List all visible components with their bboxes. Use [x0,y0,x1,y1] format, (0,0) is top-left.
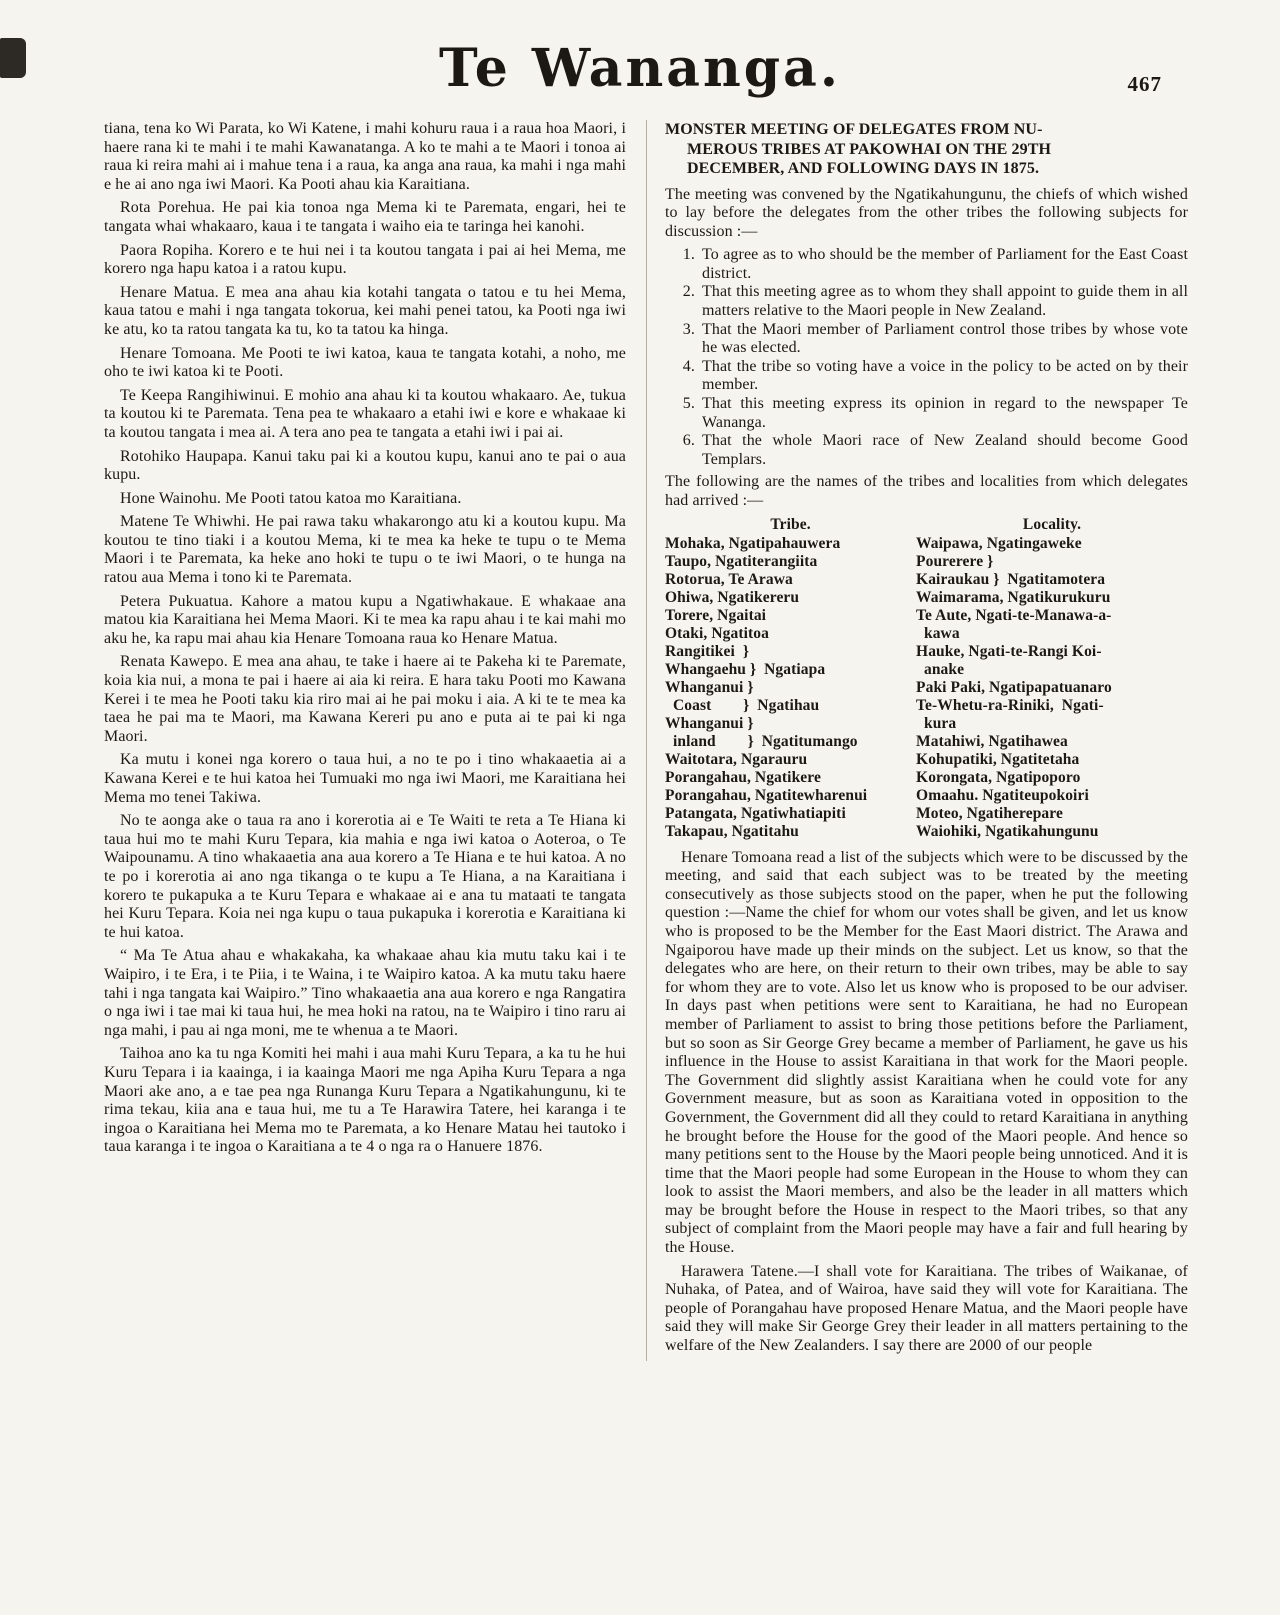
paragraph: Paora Ropiha. Korero e te hui nei i ta koutou tangata i pai ai hei Mema, me korero nga hapu katoa i a ratou kupu. [104,241,626,278]
paragraph: Petera Pukuatua. Kahore a matou kupu a Ngatiwhakaue. E whakaae ana matou kia Karaitiana hei Mema Maori. Ki te mea ka rapu ahau i te kai mahi mo aku he, ka rapu mai ahau kia Henare Tomoana raua ko Henare Matua. [104,592,626,647]
paragraph: tiana, tena ko Wi Parata, ko Wi Katene, i mahi kohuru raua i a raua hoa Maori, i haere rana ki te mahi i te mahi Kawanatanga. A ko te mahi a te Maori i tonoa ai raua ki reira mahi ai i mahue tena i a raua, ka anga ana raua, ka mahi i nga mahi e he ai ano nga iwi Maori. Ka Pooti ahau kia Karaitiana. [104,120,626,193]
locality-cell: Waipawa, Ngatingaweke [916,534,1082,552]
tribe-cell: Porangahau, Ngatikere [665,768,821,786]
tribe-cell: Porangahau, Ngatitewharenui [665,786,868,804]
table-row [665,751,1188,769]
paragraph: Harawera Tatene.—I shall vote for Karaitiana. The tribes of Waikanae, of Nuhaka, of Patea, and of Wairoa, have said they will vote for Karaitiana. The people of Porangahau have proposed Henare Matua, and the Maori people have said they will make Sir George Grey their leader in all matters pertaining to the welfare of the New Zealanders. I say there are 2000 of our people [665,1262,1188,1355]
tribe-cell: Mohaka, Ngatipahauwera [665,534,841,552]
table-row [665,535,1188,553]
subject-text: That this meeting express its opinion in regard to the newspaper Te Wananga. [702,395,1188,431]
paragraph: Ka mutu i konei nga korero o taua hui, a no te po i tino whakaaetia ai a Kawana Kerei e te hui katoa hei Tumuaki mo nga iwi Maori, me Karaitiana hei Mema mo tenei Takiwa. [104,751,626,806]
table-row [665,589,1188,607]
subject-number: 2. [682,283,695,301]
subject-text: To agree as to who should be the member of Parliament for the East Coast district. [702,246,1188,282]
paragraph: Hone Wainohu. Me Pooti tatou katoa mo Karaitiana. [120,489,462,507]
table-row [665,769,1188,787]
article-heading-line: DECEMBER, AND FOLLOWING DAYS IN 1875. [687,160,1040,177]
tribe-cell: Whangaehu } Ngatiapa [665,660,826,678]
article-intro: The meeting was convened by the Ngatikahungunu, the chiefs of which wished to lay before the delegates from the other tribes the following subjects for discussion :— [665,185,1188,240]
tribes-table [665,516,1188,841]
table-header-tribe: Tribe. [770,515,811,533]
table-row [665,805,1188,823]
locality-cell: Omaahu. Ngatiteupokoiri [916,786,1089,804]
paragraph: Taihoa ano ka tu nga Komiti hei mahi i aua mahi Kuru Tepara, a ka tu he hui Kuru Tepara i ia kaainga, i ia kaainga Maori me nga Apiha Kuru Tepara a nga Maori ake ano, a e tae pea nga Runanga Kuru Tepara a Ngatikahungunu, ki te rima tekau, kiia ana e taua hui, me tu a Te Harawira Tatere, hei karanga i te ingoa o Karaitiana hei Mema mo te Paremata, a ko Henare Matau hei tautoko i taua karanga i te ingoa o Karaitiana a te 4 o nga ra o Hanuere 1876. [104,1045,626,1156]
tribe-cell: Torere, Ngaitai [665,606,767,624]
subject-text: That the Maori member of Parliament control those tribes by whose vote he was elected. [702,320,1188,357]
paragraph: Rotohiko Haupapa. Kanui taku pai ki a koutou kupu, kanui ano te pai o aua kupu. [104,447,626,484]
table-row [665,643,1188,661]
subject-text: That this meeting agree as to whom they shall appoint to guide them in all matters relative to the Maori people in New Zealand. [702,283,1188,320]
locality-cell: Paki Paki, Ngatipapatuanaro [916,678,1112,696]
tribe-cell: Taupo, Ngatiterangiita [665,552,818,570]
table-row [665,697,1188,715]
paragraph: Matene Te Whiwhi. He pai rawa taku whakarongo atu ki a koutou kupu. Ma koutou te tino tiaki i a koutou Mema, ki te mea ka heke te tupu o te Mema Maori i te Paremata, ka heke ano hoki te tupu o te iwi Maori, o te hunga na ratou aua Mema i tono ki te Paremata. [104,513,626,587]
paragraph: Henare Tomoana read a list of the subjects which were to be discussed by the meeting, and said that each subject was to be treated by the meeting consecutively as those subjects stood on the paper, when he put the following question :—Name the chief for whom our votes shall be given, and let us know who is proposed to be the Member for the East Maori district. The Arawa and Ngaiporou have made up their minds on the subject. Let us know, so that the delegates who are here, on their return to their own tribes, may be able to say for whom they are to vote. Also let us know who is proposed to be our adviser. In days past when petitions were sent to Karaitiana, he had no European member of Parliament to assist to bring those petitions before the Parliament, but so soon as Sir George Grey became a member of Parliament, he gave us his influence in the House to assist Karaitiana in that work for the Maori people. The Government did slightly assist Karaitiana when he could vote for any Government measure, but as soon as Karaitiana voted in opposition to the Government, the Government did all they could to retard Karaitiana in anything he brought before the House for the good of the Maori people. And hence so many petitions sent to the House by the Maori people being unnoticed. And it is time that the Maori people had some European in the House to whom they can look to assist the Maori members, and also be the leader in all matters which may be brought before the House in respect to the Maori tribes, so that any subject of complaint from the Maori people may have a fair and full hearing by the House. [665,848,1188,1257]
tribe-cell: Takapau, Ngatitahu [665,822,799,840]
paragraph: No te aonga ake o taua ra ano i korerotia ai e Te Waiti te reta a Te Hiana ki taua hui mo te mahi Kuru Tepara, kia mahia e nga iwi katoa o Aoteroa, o Te Waipounamu. A tino whakaaetia ana aua korero a Te Hiana e te hui katoa. A no te po i korerotia ai ano nga tikanga o te kupu a Te Hiana, a na Karaitiana i korero te pukapuka a te Kuru Tepara e whakaae ai e ana tu mataati te tangata hei Kuru Tepara. Koia nei nga kupu o taua pukapuka i korerotia e Karaitiana ki te hui katoa. [104,812,626,941]
left-column [104,120,646,1361]
table-row [665,733,1188,751]
subject-number: 1. [682,246,695,264]
table-intro: The following are the names of the tribes and localities from which delegates had arrived :— [665,473,1188,509]
locality-cell: Hauke, Ngati-te-Rangi Koi- [916,642,1102,660]
tribe-cell: Patangata, Ngatiwhatiapiti [665,804,846,822]
columns [0,116,1280,1361]
table-header-locality: Locality. [1022,515,1082,533]
subject-item [665,432,1188,469]
locality-cell: Waimarama, Ngatikurukuru [916,588,1111,606]
subjects-list [665,246,1188,469]
table-row [665,715,1188,733]
tribe-cell: Ohiwa, Ngatikereru [665,588,800,606]
paragraph: Henare Matua. E mea ana ahau kia kotahi tangata o tatou e tu hei Mema, kaua tatou e mahi i nga tangata tokorua, kei mahi penei tatou, ka Pooti nga iwi ke atu, ko ta ratou tangata ka tu, ko ta tatou ka hinga. [104,283,626,338]
locality-cell: Korongata, Ngatipoporo [916,768,1081,786]
table-row [665,823,1188,841]
subject-text: That the tribe so voting have a voice in the policy to be acted on by their member. [702,357,1188,394]
tribe-cell: inland } Ngatitumango [665,732,858,750]
table-row [665,787,1188,805]
locality-cell: kawa [916,624,960,642]
subject-number: 4. [682,357,695,375]
tribe-cell: Coast } Ngatihau [665,696,820,714]
table-header-row [665,516,1188,534]
paragraph: Rota Porehua. He pai kia tonoa nga Mema ki te Paremata, engari, hei te tangata whai whakaaro, kaua i te tangata i waiho eia te taringa hei kanohi. [104,199,626,235]
masthead-title: Te Wananga. [439,38,841,99]
masthead [0,0,1280,116]
locality-cell: Te Aute, Ngati-te-Manawa-a- [916,606,1112,624]
subject-number: 6. [682,432,695,450]
table-row [665,679,1188,697]
page-number: 467 [1127,72,1162,96]
locality-cell: Te-Whetu-ra-Riniki, Ngati- [916,696,1104,714]
locality-cell: anake [916,660,965,678]
locality-cell: Kairaukau } Ngatitamotera [916,570,1106,588]
locality-cell: Waiohiki, Ngatikahungunu [916,822,1099,840]
tribe-cell: Otaki, Ngatitoa [665,624,769,642]
locality-cell: Matahiwi, Ngatihawea [916,732,1068,750]
paragraph: Henare Tomoana. Me Pooti te iwi katoa, kaua te tangata kotahi, a noho, me oho te iwi katoa ki te Pooti. [104,344,626,381]
table-row [665,625,1188,643]
table-row [665,553,1188,571]
paragraph: “ Ma Te Atua ahau e whakakaha, ka whakaae ahau kia mutu taku kai i te Waipiro, i te Era, i te Piia, i te Waina, i te Waipiro katoa. A ka mutu taku haere tahi i nga tangata kai Waipiro.” Tino whakaaetia ana aua korero e nga Rangatira o nga iwi i tae mai ki taua hui, he mea hoki na ratou, na te Waipiro i tino raru ai nga mahi, i pau ai nga moni, me te whenua a te Maori. [104,947,626,1039]
subject-item [665,358,1188,395]
locality-cell: Pourerere } [916,552,994,570]
paragraph: Te Keepa Rangihiwinui. E mohio ana ahau ki ta koutou whakaaro. Ae, tukua ta koutou ki te Paremata. Tena pea te whakaaro a etahi iwi e kore e whakaae ki ta koutou tangata i mea ai. A tera ano pea te tangata a etahi iwi i pai ai. [104,386,626,441]
table-row [665,661,1188,679]
subject-item [665,395,1188,432]
subject-number: 3. [682,320,695,338]
article-heading [665,120,1188,179]
tribe-cell: Whanganui } [665,714,754,732]
subject-item [665,321,1188,358]
subject-number: 5. [682,395,695,413]
subject-item [665,283,1188,320]
right-column [646,120,1188,1361]
subject-item [665,246,1188,283]
tribe-cell: Rangitikei } [665,642,750,660]
paragraph: Renata Kawepo. E mea ana ahau, te take i haere ai te Pakeha ki te Paremate, koia kia nui, a mona te pai i haere ai aia ki reira. E hara taku Pooti mo Kawana Kerei i te mea he Pooti taku kia riro mai ai he pai moku i aia. A ki te te mea ka taea he pai ma te Maori, ma Kawana Kereri pu ano e puta ai te pai ki nga Maori. [104,653,626,745]
tribe-cell: Whanganui } [665,678,754,696]
article-heading-line: MEROUS TRIBES AT PAKOWHAI ON THE 29TH [687,140,1052,158]
tribe-cell: Waitotara, Ngarauru [665,750,808,768]
table-row [665,571,1188,589]
tribe-cell: Rotorua, Te Arawa [665,570,793,588]
table-row [665,607,1188,625]
locality-cell: Moteo, Ngatiherepare [916,804,1063,822]
locality-cell: kura [916,714,957,732]
article-heading-line: MONSTER MEETING OF DELEGATES FROM NU- [665,121,1043,138]
locality-cell: Kohupatiki, Ngatitetaha [916,750,1080,768]
subject-text: That the whole Maori race of New Zealand should become Good Templars. [702,432,1188,468]
